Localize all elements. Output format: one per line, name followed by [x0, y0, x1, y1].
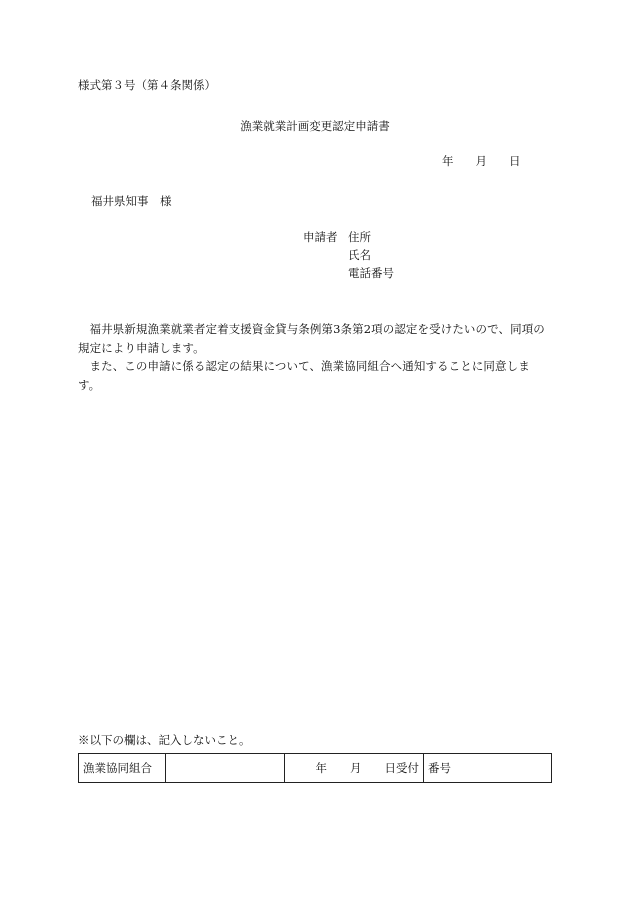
org-label-cell: 漁業協同組合	[79, 754, 166, 783]
office-use-table	[78, 753, 552, 783]
date-day: 日	[509, 154, 521, 168]
date-month: 月	[475, 154, 487, 168]
org-value-cell	[166, 754, 285, 783]
applicant-label: 申請者	[303, 230, 338, 244]
date-year: 年	[442, 154, 454, 168]
number-cell: 番号	[424, 754, 552, 783]
body-paragraph-2: また、この申請に係る認定の結果について、漁業協同組合へ通知することに同意します。	[78, 359, 530, 392]
address-label: 住所	[348, 230, 371, 244]
name-label: 氏名	[348, 248, 371, 262]
office-use-row	[79, 754, 552, 783]
receipt-date-cell: 年 月 日受付	[285, 754, 424, 783]
application-body	[78, 320, 552, 394]
document-title: 漁業就業計画変更認定申請書	[240, 119, 390, 133]
application-date	[442, 156, 521, 168]
office-use-note: ※以下の欄は、記入しないこと。	[78, 733, 251, 747]
phone-label: 電話番号	[348, 266, 394, 280]
form-number: 様式第３号（第４条関係）	[78, 78, 216, 92]
addressee: 福井県知事 様	[91, 194, 172, 208]
body-paragraph-1: 福井県新規漁業就業者定着支援資金貸与条例第3条第2項の認定を受けたいので、同項の規定により申請します。	[78, 322, 545, 355]
